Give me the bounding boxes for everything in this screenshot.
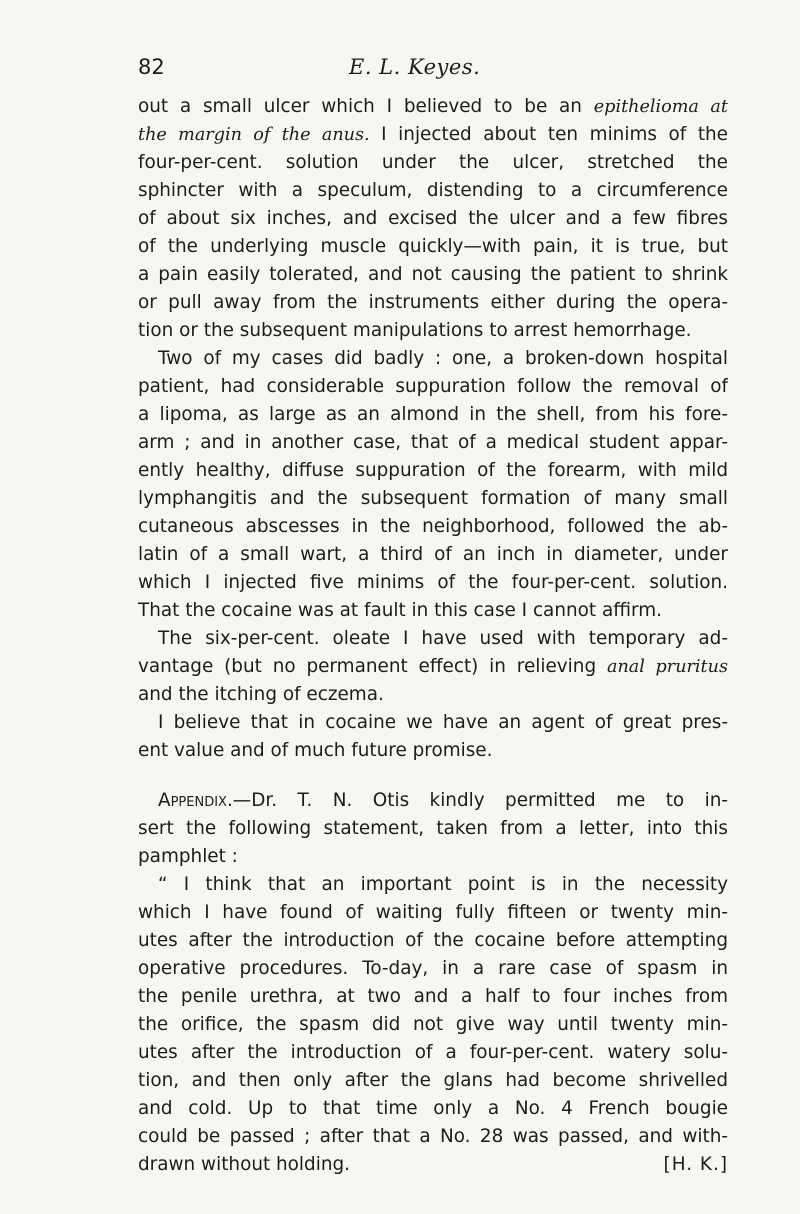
text-run: vantage (but no permanent effect) in relieving — [138, 656, 607, 677]
text-run: sert the following statement, taken from a letter, into this — [138, 818, 728, 839]
text-line — [138, 1123, 728, 1151]
text-line — [138, 843, 728, 871]
text-run: and the itching of eczema. — [138, 684, 384, 705]
text-line — [138, 625, 728, 653]
text-run: sphincter with a speculum, distending to a circumference — [138, 180, 728, 201]
text-run: out a small ulcer which I believed to be an — [138, 96, 594, 117]
body-text — [138, 93, 728, 1179]
text-run: drawn without holding. — [138, 1154, 351, 1175]
text-line — [138, 457, 728, 485]
text-run: That the cocaine was at fault in this case I cannot affirm. — [138, 600, 662, 621]
text-line — [138, 401, 728, 429]
italic-phrase: the margin of the anus. — [138, 125, 370, 145]
paragraph — [138, 787, 728, 871]
text-run: the orifice, the spasm did not give way until twenty min- — [138, 1014, 728, 1035]
signature-initials: [H. K.] — [663, 1154, 728, 1175]
text-line — [138, 899, 728, 927]
text-line — [138, 233, 728, 261]
text-run: of the underlying muscle quickly—with pain, it is true, but — [138, 236, 728, 257]
text-line — [138, 737, 728, 765]
text-line — [138, 709, 728, 737]
italic-phrase: epithelioma at — [593, 97, 728, 117]
text-run: I injected about ten minims of the — [369, 124, 728, 145]
text-run: or pull away from the instruments either during the opera- — [138, 292, 728, 313]
text-run: ent value and of much future promise. — [138, 740, 493, 761]
text-line — [138, 955, 728, 983]
text-line — [138, 983, 728, 1011]
text-run: .—Dr. T. N. Otis kindly permitted me to in- — [226, 790, 728, 811]
text-run: “ I think that an important point is in the necessity — [158, 874, 728, 895]
text-run: which I have found of waiting fully fifteen or twenty min- — [138, 902, 728, 923]
text-run: patient, had considerable suppuration follow the removal of — [138, 376, 728, 397]
text-run: which I injected five minims of the four-per-cent. solution. — [138, 572, 728, 593]
text-line — [138, 429, 728, 457]
text-run: utes after the introduction of the cocaine before attempting — [138, 930, 728, 951]
text-line — [138, 927, 728, 955]
text-run: the penile urethra, at two and a half to four inches from — [138, 986, 728, 1007]
paragraph — [138, 345, 728, 625]
text-line — [138, 345, 728, 373]
text-run: tion, and then only after the glans had become shrivelled — [138, 1070, 728, 1091]
running-head: E. L. Keyes. — [349, 55, 481, 79]
text-run: Two of my cases did badly : one, a broken-down hospital — [158, 348, 728, 369]
text-run: and cold. Up to that time only a No. 4 French bougie — [138, 1098, 728, 1119]
small-caps-heading: Appendix — [158, 790, 227, 811]
page-header — [138, 55, 728, 85]
text-run: could be passed ; after that a No. 28 was passed, and with- — [138, 1126, 728, 1147]
text-run: The six-per-cent. oleate I have used with temporary ad- — [158, 628, 728, 649]
text-line — [138, 597, 728, 625]
text-run: a pain easily tolerated, and not causing the patient to shrink — [138, 264, 728, 285]
text-line — [138, 1039, 728, 1067]
text-line — [138, 1067, 728, 1095]
text-line — [138, 149, 728, 177]
text-line — [138, 653, 728, 681]
text-line — [138, 121, 728, 149]
text-line — [138, 1095, 728, 1123]
text-run: lymphangitis and the subsequent formation of many small — [138, 488, 728, 509]
text-run: pamphlet : — [138, 846, 238, 867]
text-line — [138, 177, 728, 205]
paragraph — [138, 93, 728, 345]
text-line — [138, 1151, 728, 1179]
text-run: ently healthy, diffuse suppuration of the forearm, with mild — [138, 460, 728, 481]
text-run: cutaneous abscesses in the neighborhood, followed the ab- — [138, 516, 728, 537]
text-line — [138, 93, 728, 121]
text-run: operative procedures. To-day, in a rare case of spasm in — [138, 958, 728, 979]
text-line — [138, 1011, 728, 1039]
text-line — [138, 815, 728, 843]
text-line — [138, 541, 728, 569]
text-run: of about six inches, and excised the ulcer and a few fibres — [138, 208, 728, 229]
text-line — [138, 513, 728, 541]
text-run: latin of a small wart, a third of an inch in diameter, under — [138, 544, 728, 565]
paragraph — [138, 625, 728, 709]
text-line — [138, 317, 728, 345]
text-line — [138, 261, 728, 289]
text-line — [138, 289, 728, 317]
text-line — [138, 787, 728, 815]
text-line — [138, 681, 728, 709]
text-line — [138, 569, 728, 597]
text-run: arm ; and in another case, that of a medical student appar- — [138, 432, 728, 453]
italic-phrase: anal pruritus — [606, 657, 728, 677]
text-run: I believe that in cocaine we have an agent of great pres- — [158, 712, 728, 733]
text-line — [138, 373, 728, 401]
paragraph — [138, 871, 728, 1179]
text-run: a lipoma, as large as an almond in the shell, from his fore- — [138, 404, 728, 425]
text-line — [138, 205, 728, 233]
text-line — [138, 871, 728, 899]
page-number: 82 — [138, 55, 165, 79]
text-line — [138, 485, 728, 513]
text-run: tion or the subsequent manipulations to arrest hemorrhage. — [138, 320, 692, 341]
text-run: utes after the introduction of a four-per-cent. watery solu- — [138, 1042, 728, 1063]
paragraph — [138, 709, 728, 765]
text-run: four-per-cent. solution under the ulcer, stretched the — [138, 152, 728, 173]
